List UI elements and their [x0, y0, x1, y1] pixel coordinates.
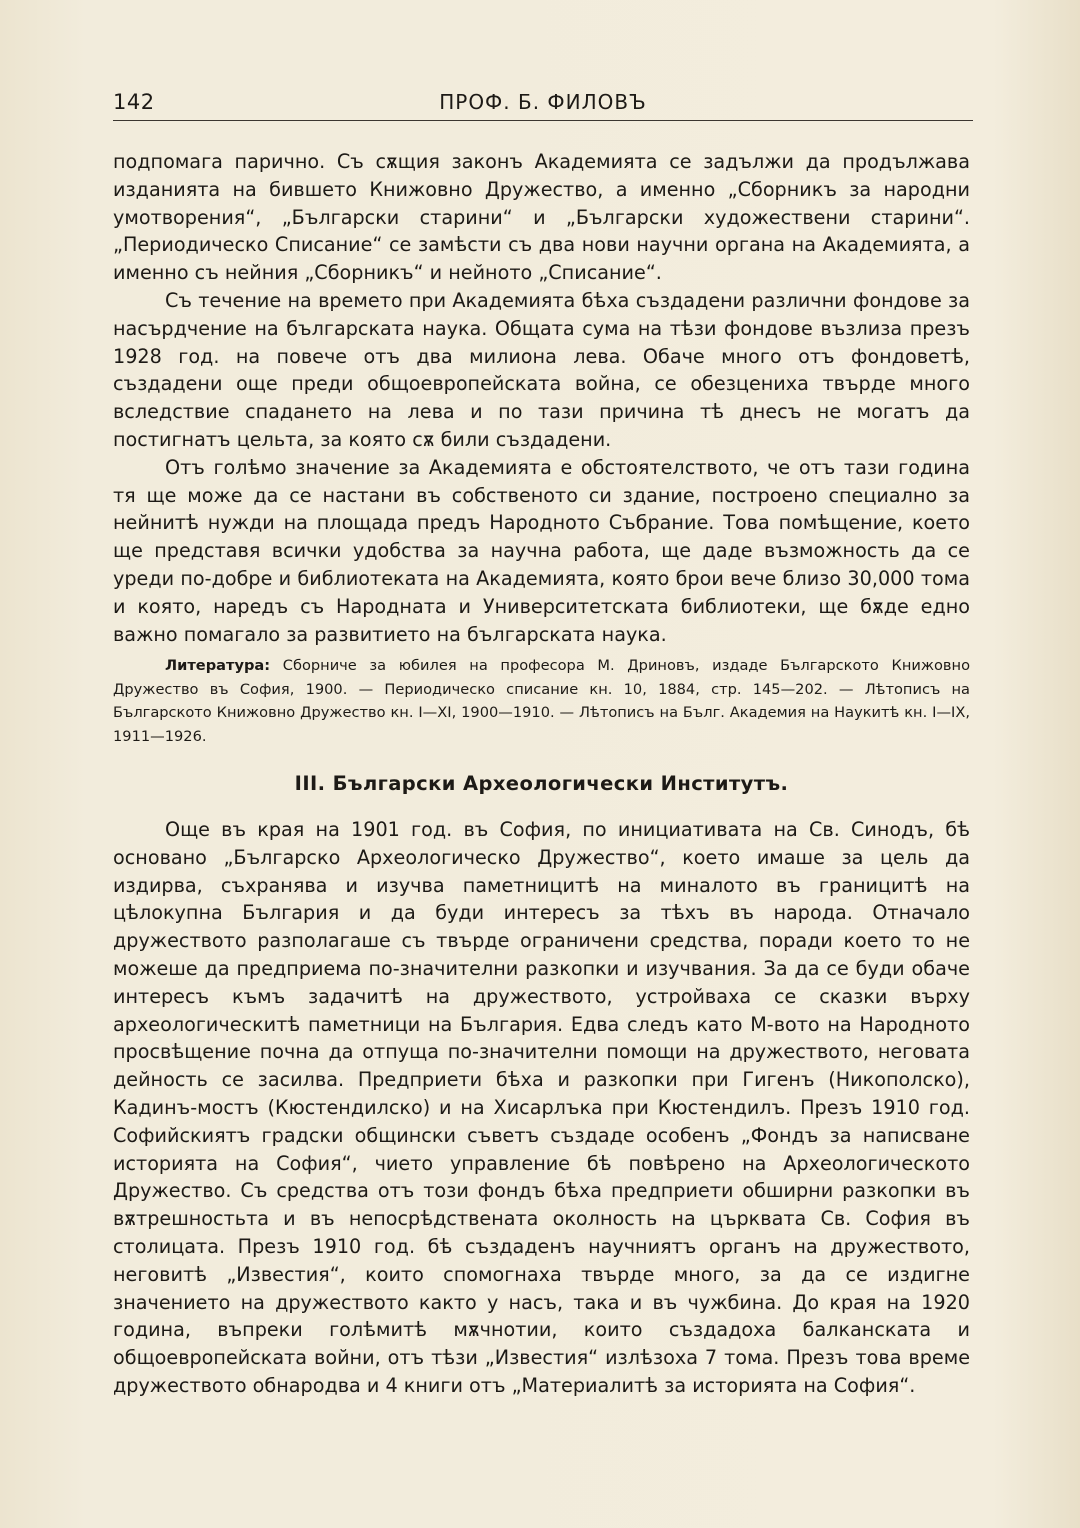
- paragraph: Още въ края на 1901 год. въ София, по инициативата на Св. Синодъ, бѣ основано „Българско Археологическо Дружество“, което имаше за цель да издирва, съхранява и изучва паметницитѣ на миналото въ границитѣ на цѣлокупна България и да буди интересъ за тѣхъ въ народа. Отначало дружеството разполагаше съ твърде ограничени средства, поради което то не можеше да предприема по-значителни разкопки и изучвания. За да се буди обаче интересъ къмъ задачитѣ на дружеството, устройваха се сказки върху археологическитѣ паметници на България. Едва следъ като М-вото на Народното просвѣщение почна да отпуща по-значителни помощи на дружеството, неговата дейность се засилва. Предприети бѣха и разкопки при Гигенъ (Никополско), Кадинъ-мостъ (Кюстендилско) и на Хисарлъка при Кюстендилъ. Презъ 1910 год. Софийскиятъ градски общински съветъ създаде особенъ „Фондъ за написване историята на София“, чието управление бѣ повѣрено на Археологическото Дружество. Съ средства отъ този фондъ бѣха предприети обширни разкопки въ вѫтрешностьта и въ непосрѣдствената околность на църквата Св. София въ столицата. Презъ 1910 год. бѣ създаденъ научниятъ органъ на дружеството, неговитѣ „Известия“, които спомогнаха твърде много, за да се издигне значението на дружеството както у насъ, така и въ чужбина. До края на 1920 година, въпреки голѣмитѣ мѫчнотии, които създадоха балканската и общоевропейската войни, отъ тѣзи „Известия“ излѣзоха 7 тома. Презъ това време дружеството обнародва и 4 книги отъ „Материалитѣ за историята на София“.: [113, 818, 970, 1397]
- text-block-top: [113, 148, 970, 648]
- section-title: III. Български Археологически Институтъ.: [294, 772, 789, 795]
- literature-note: [113, 654, 970, 748]
- paragraph: подпомага парично. Съ сѫщия законъ Академията се задължи да продължава изданията на бившето Книжовно Дружество, а именно „Сборникъ за народни умотворения“, „Български старини“ и „Български художествени старини“. „Периодическо Списание“ се замѣсти съ два нови научни органа на Академията, а именно съ нейния „Сборникъ“ и нейното „Списание“.: [113, 150, 970, 285]
- page-number: 142: [113, 90, 155, 114]
- literature-label: Литература:: [165, 657, 271, 674]
- text-block-bottom: [113, 816, 970, 1400]
- paragraph: Отъ голѣмо значение за Академията е обстоятелството, че отъ тази година тя ще може да се настани въ собственото си здание, построено специално за нейнитѣ нужди на площада предъ Народното Събрание. Това помѣщение, което ще представя всички удобства за научна работа, ще даде възможность да се уреди по-добре и библиотеката на Академията, която брои вече близо 30,000 тома и която, наредъ съ Народната и Университетската библиотеки, ще бѫде едно важно помагало за развитието на българската наука.: [113, 455, 970, 646]
- running-head: ПРОФ. Б. ФИЛОВЪ: [439, 90, 647, 114]
- header-rule: [113, 120, 973, 121]
- page-header: [113, 88, 973, 118]
- literature-text: Сборниче за юбилея на професора М. Дриновъ, издаде Българското Книжовно Дружество въ София, 1900. — Периодическо списание кн. 10, 1884, стр. 145—202. — Лѣтописъ на Българското Книжовно Дружество кн. I—XI, 1900—1910. — Лѣтописъ на Бълг. Академия на Наукитѣ кн. I—IX, 1911—1926.: [113, 657, 971, 745]
- paragraph: Съ течение на времето при Академията бѣха създадени различни фондове за насърдчение на българската наука. Общата сума на тѣзи фондове възлиза презъ 1928 год. на повече отъ два милиона лева. Обаче много отъ фондоветѣ, създадени още преди общоевропейската война, се обезцениха твърде много вследствие спадането на лева и по тази причина тѣ днесъ не могатъ да постигнатъ цельта, за която сѫ били създадени.: [113, 288, 970, 451]
